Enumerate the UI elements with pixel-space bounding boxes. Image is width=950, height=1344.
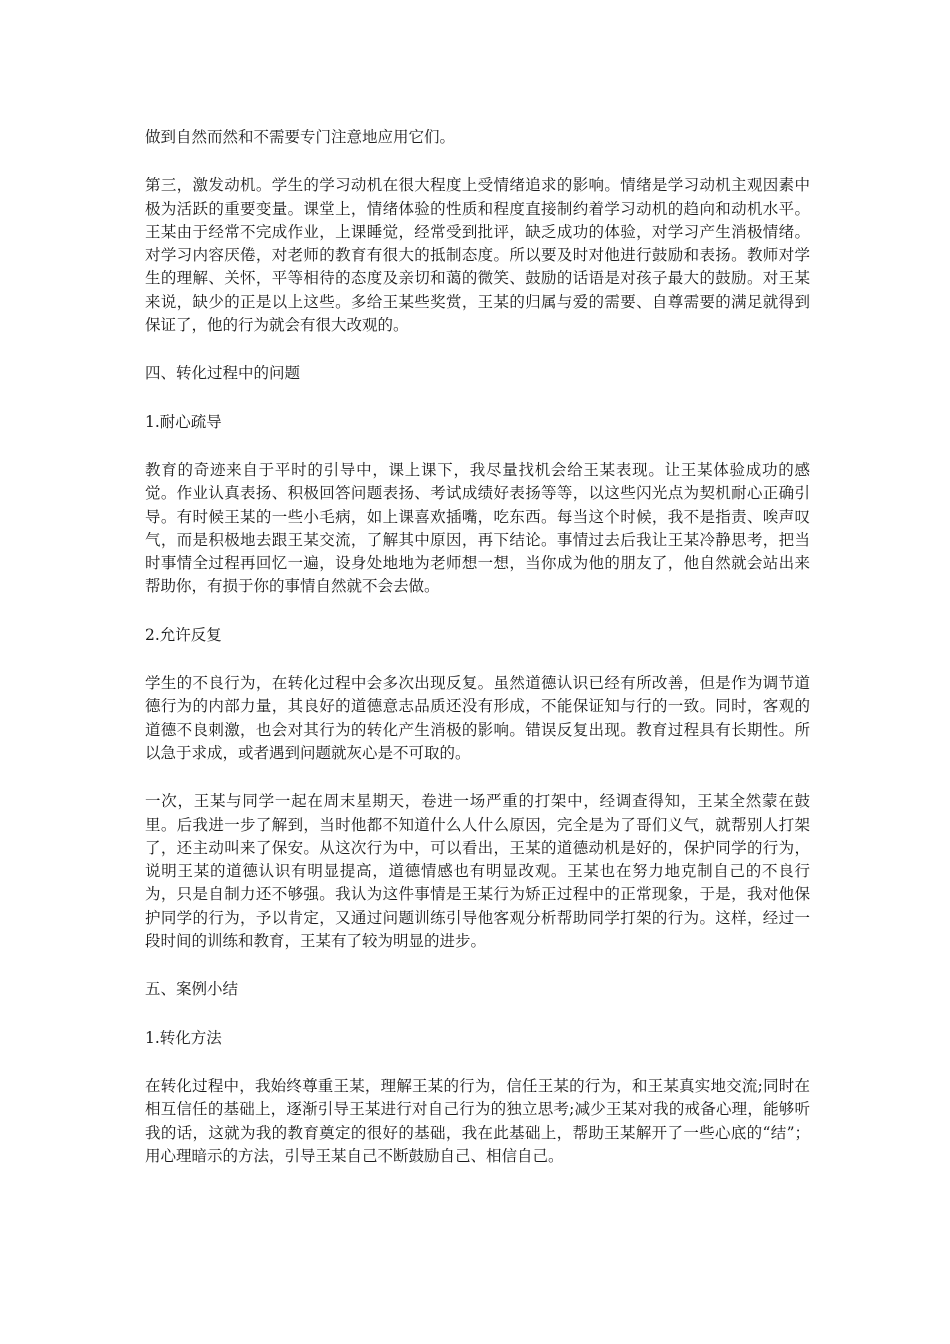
section-heading-problems: 四、转化过程中的问题 <box>145 364 301 383</box>
paragraph-methods: 在转化过程中，我始终尊重王某，理解王某的行为，信任王某的行为，和王某真实地交流;同时在相互信任的基础上，逐渐引导王某进行对自己行为的独立思考;减少王某对我的戒备心理，能够听我的话，这就为我的教育奠定的很好的基础，我在此基础上，帮助王某解开了一些心底的“结”；用心理暗示的方法，引导王某自己不断鼓励自己、相信自己。 <box>145 1076 810 1165</box>
paragraph-allow-relapse: 学生的不良行为，在转化过程中会多次出现反复。虽然道德认识已经有所改善，但是作为调节道德行为的内部力量，其良好的道德意志品质还没有形成，不能保证知与行的一致。同时，客观的道德不良刺激，也会对其行为的转化产生消极的影响。错误反复出现。教育过程具有长期性。所以急于求成，或者遇到问题就灰心是不可取的。 <box>145 674 810 762</box>
document-body <box>145 126 810 1168</box>
paragraph-patient-guidance: 教育的奇迹来自于平时的引导中，课上课下，我尽量找机会给王某表现。让王某体验成功的感觉。作业认真表扬、积极回答问题表扬、考试成绩好表扬等等，以这些闪光点为契机耐心正确引导。有时候王某的一些小毛病，如上课喜欢插嘴，吃东西。每当这个时候，我不是指责、唉声叹气，而是积极地去跟王某交流，了解其中原因，再下结论。事情过去后我让王某冷静思考，把当时事情全过程再回忆一遍，设身处地地为老师想一想，当你成为他的朋友了，他自然就会站出来帮助你，有损于你的事情自然就不会去做。 <box>145 460 810 596</box>
subheading-patient-guidance: 1.耐心疏导 <box>145 412 222 431</box>
subheading-allow-relapse: 2.允许反复 <box>145 625 222 644</box>
section-heading-summary: 五、案例小结 <box>145 980 239 999</box>
subheading-methods: 1.转化方法 <box>145 1028 222 1047</box>
paragraph-motivation: 第三，激发动机。学生的学习动机在很大程度上受情绪追求的影响。情绪是学习动机主观因素中极为活跃的重要变量。课堂上，情绪体验的性质和程度直接制约着学习动机的趋向和动机水平。王某由于经常不完成作业，上课睡觉，经常受到批评，缺乏成功的体验，对学习产生消极情绪。对学习内容厌倦，对老师的教育有很大的抵制态度。所以要及时对他进行鼓励和表扬。教师对学生的理解、关怀，平等相待的态度及亲切和蔼的微笑、鼓励的话语是对孩子最大的鼓励。对王某来说，缺少的正是以上这些。多给王某些奖赏，王某的归属与爱的需要、自尊需要的满足就得到保证了，他的行为就会有很大改观的。 <box>145 176 810 335</box>
paragraph-incident: 一次，王某与同学一起在周末星期天，卷进一场严重的打架中，经调查得知，王某全然蒙在鼓里。后我进一步了解到，当时他都不知道什么人什么原因，完全是为了哥们义气，就帮别人打架了，还主动叫来了保安。从这次行为中，可以看出，王某的道德动机是好的，保护同学的行为，说明王某的道德认识有明显提高，道德情感也有明显改观。王某也在努力地克制自己的不良行为，只是自制力还不够强。我认为这件事情是王某行为矫正过程中的正常现象，于是，我对他保护同学的行为，予以肯定，又通过问题训练引导他客观分析帮助同学打架的行为。这样，经过一段时间的训练和教育，王某有了较为明显的进步。 <box>145 792 810 951</box>
paragraph-continuation: 做到自然而然和不需要专门注意地应用它们。 <box>145 128 456 146</box>
